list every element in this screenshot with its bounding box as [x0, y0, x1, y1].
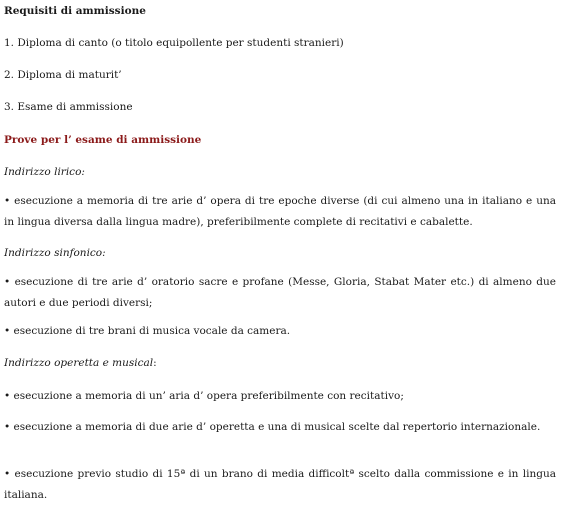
list-item-sinfonico-2: • esecuzione di tre brani di musica vocale da camera.	[4, 325, 291, 337]
section-title-lirico: Indirizzo lirico:	[4, 166, 85, 178]
list-item-operetta-3: • esecuzione previo studio di 15ª di un brano di media difficoltª scelto dalla commissione e in lingua italiana.	[4, 468, 556, 501]
section-title-operetta-colon: :	[153, 357, 157, 369]
page-heading: Requisiti di ammissione	[4, 5, 146, 17]
requirement-item-1: 1. Diploma di canto (o titolo equipollente per studenti stranieri)	[4, 37, 344, 49]
section-title-sinfonico: Indirizzo sinfonico:	[4, 247, 106, 259]
list-item-operetta-1: • esecuzione a memoria di un’ aria d’ opera preferibilmente con recitativo;	[4, 390, 404, 402]
list-item-operetta-2: • esecuzione a memoria di due arie d’ operetta e una di musical scelte dal repertorio internazionale.	[4, 421, 541, 433]
list-item-sinfonico-1: • esecuzione di tre arie d’ oratorio sacre e profane (Messe, Gloria, Stabat Mater etc.) di almeno due autori e due periodi diversi;	[4, 276, 556, 309]
section-title-operetta	[4, 356, 157, 370]
section-title-operetta-text: Indirizzo operetta e musical	[4, 357, 154, 369]
requirement-item-3: 3. Esame di ammissione	[4, 101, 133, 113]
exam-section-title: Prove per l’ esame di ammissione	[4, 134, 202, 146]
requirement-item-2: 2. Diploma di maturit’	[4, 69, 122, 81]
list-item-lirico-1: • esecuzione a memoria di tre arie d’ opera di tre epoche diverse (di cui almeno una in italiano e una in lingua diversa dalla lingua madre), preferibilmente complete di recitativi e cabalette.	[4, 195, 556, 228]
